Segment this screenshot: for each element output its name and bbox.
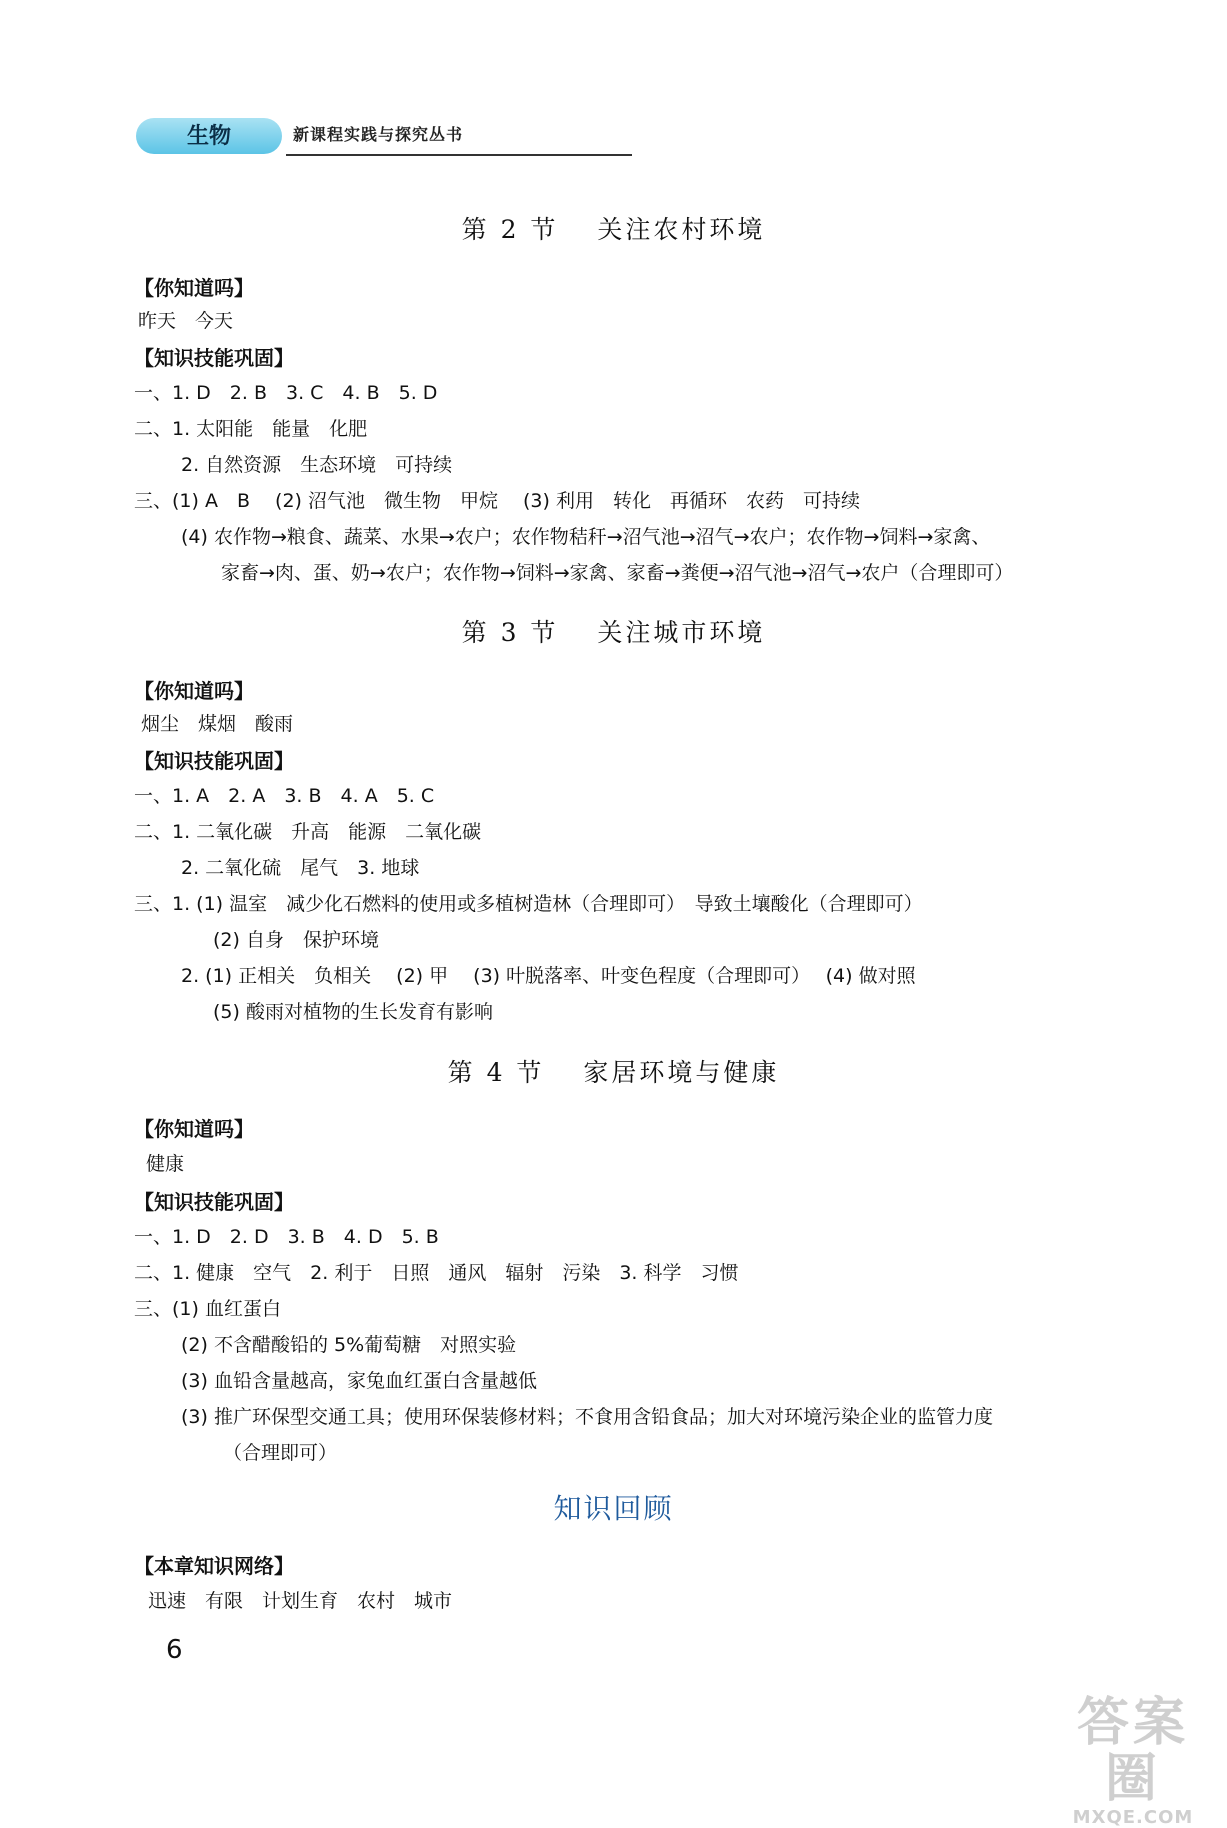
sec3-know-heading: 【你知道吗】 [134, 679, 254, 703]
sec2-know-answer: 昨天 今天 [138, 310, 234, 332]
sec3-line: (5) 酸雨对植物的生长发育有影响 [213, 1001, 493, 1023]
sec2-line: 一、1. D 2. B 3. C 4. B 5. D [134, 382, 438, 404]
sec3-line: (2) 自身 保护环境 [213, 929, 379, 951]
sec3-know-answer: 烟尘 煤烟 酸雨 [141, 713, 294, 735]
sec2-line: 2. 自然资源 生态环境 可持续 [181, 454, 453, 476]
sec3-line: 三、1. (1) 温室 减少化石燃料的使用或多植树造林（合理即可） 导致土壤酸化（合理即可） [134, 893, 923, 915]
page-number: 6 [166, 1635, 183, 1665]
sec3-skill-heading: 【知识技能巩固】 [134, 749, 294, 773]
sec3-line: 二、1. 二氧化碳 升高 能源 二氧化碳 [134, 821, 482, 843]
sec3-line: 2. (1) 正相关 负相关 (2) 甲 (3) 叶脱落率、叶变色程度（合理即可） (4) 做对照 [181, 965, 916, 987]
sec4-line: (3) 血铅含量越高，家兔血红蛋白含量越低 [181, 1370, 537, 1392]
section-4-title: 第 4 节 家居环境与健康 [447, 1058, 780, 1087]
sec2-line: 二、1. 太阳能 能量 化肥 [134, 418, 368, 440]
sec4-line: 二、1. 健康 空气 2. 利于 日照 通风 辐射 污染 3. 科学 习惯 [134, 1262, 739, 1284]
sec2-line: 三、(1) A B (2) 沼气池 微生物 甲烷 (3) 利用 转化 再循环 农药 可持续 [134, 490, 860, 512]
network-answer: 迅速 有限 计划生育 农村 城市 [148, 1590, 453, 1612]
subject-badge: 生物 [136, 118, 282, 154]
recap-title: 知识回顾 [553, 1492, 674, 1525]
section-2-title: 第 2 节 关注农村环境 [461, 215, 766, 244]
watermark-logo: 答案圈 [1076, 1693, 1189, 1809]
sec4-line: 一、1. D 2. D 3. B 4. D 5. B [134, 1226, 439, 1248]
section-3-title: 第 3 节 关注城市环境 [461, 618, 766, 647]
sec4-line: （合理即可） [223, 1442, 338, 1464]
network-heading: 【本章知识网络】 [134, 1554, 294, 1578]
sec3-line: 一、1. A 2. A 3. B 4. A 5. C [134, 785, 435, 807]
sec4-line: (2) 不含醋酸铅的 5%葡萄糖 对照实验 [181, 1334, 517, 1356]
sec4-line: (3) 推广环保型交通工具；使用环保装修材料；不食用含铅食品；加大对环境污染企业的监管力度 [181, 1406, 993, 1428]
sec2-line: (4) 农作物→粮食、蔬菜、水果→农户；农作物秸秆→沼气池→沼气→农户；农作物→饲料→家禽、 [181, 526, 991, 548]
sec4-skill-heading: 【知识技能巩固】 [134, 1190, 294, 1214]
sec4-know-answer: 健康 [146, 1153, 185, 1175]
sec4-line: 三、(1) 血红蛋白 [134, 1298, 281, 1320]
watermark-url: MXQE.COM [1072, 1807, 1194, 1828]
sec2-line: 家畜→肉、蛋、奶→农户；农作物→饲料→家禽、家畜→粪便→沼气池→沼气→农户（合理即可） [221, 562, 1014, 584]
series-title: 新课程实践与探究丛书 [293, 125, 464, 144]
sec2-skill-heading: 【知识技能巩固】 [134, 346, 294, 370]
sec2-know-heading: 【你知道吗】 [134, 276, 254, 300]
header-underline [286, 154, 632, 156]
watermark [1058, 1693, 1208, 1828]
sec3-line: 2. 二氧化硫 尾气 3. 地球 [181, 857, 420, 879]
sec4-know-heading: 【你知道吗】 [134, 1117, 254, 1141]
